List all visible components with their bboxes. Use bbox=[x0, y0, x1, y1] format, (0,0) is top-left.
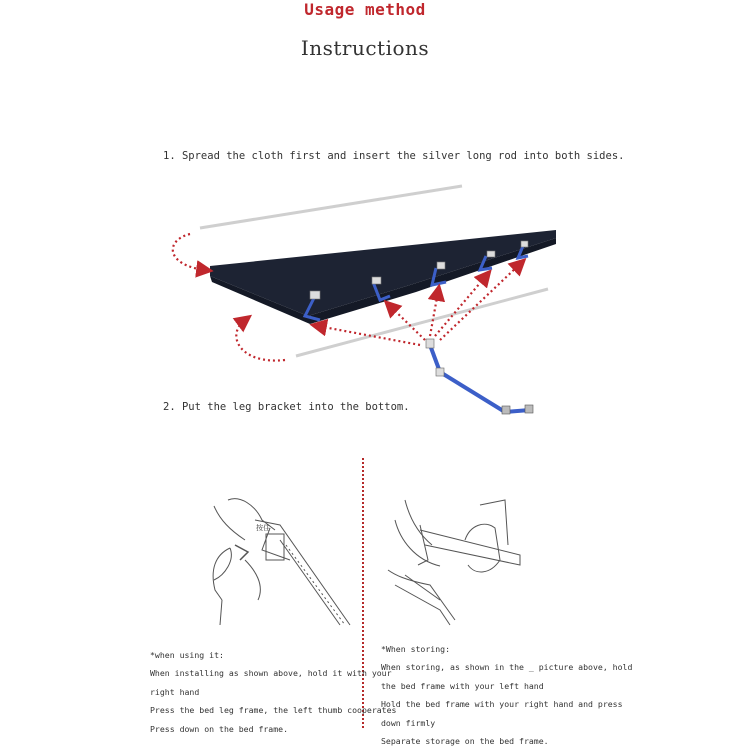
storing-note-line: Hold the bed frame with your right hand and press bbox=[381, 699, 623, 710]
storing-note-line: When storing, as shown in the _ picture above, hold bbox=[381, 662, 633, 673]
storing-notes bbox=[381, 640, 632, 750]
step-1-text: 1. Spread the cloth first and insert the silver long rod into both sides. bbox=[163, 150, 625, 162]
storing-note-line: Separate storage on the bed frame. bbox=[381, 736, 549, 747]
using-note-line: right hand bbox=[150, 686, 200, 697]
storing-note-line: *When storing: bbox=[381, 644, 451, 654]
using-note-line: Press down on the bed frame. bbox=[150, 723, 289, 734]
using-notes bbox=[150, 646, 396, 738]
storing-illustration bbox=[388, 500, 520, 625]
instructions-title: Instructions bbox=[300, 36, 430, 60]
curved-arrow-icon bbox=[236, 320, 285, 361]
press-label: 按住 bbox=[256, 524, 270, 532]
storing-note-line: down firmly bbox=[381, 717, 436, 728]
using-note-line: When installing as shown above, hold it with your bbox=[150, 668, 392, 679]
using-illustration bbox=[213, 499, 350, 625]
curved-arrow-icon bbox=[173, 234, 205, 270]
step-2-text: 2. Put the leg bracket into the bottom. bbox=[163, 401, 410, 413]
using-note-line: *when using it: bbox=[150, 650, 224, 660]
silver-rod-top bbox=[200, 186, 462, 228]
storing-note-line: the bed frame with your left hand bbox=[381, 680, 544, 691]
loose-leg-bracket bbox=[426, 339, 533, 414]
usage-method-title: Usage method bbox=[304, 0, 426, 19]
using-note-line: Press the bed leg frame, the left thumb cooperates bbox=[150, 705, 397, 716]
